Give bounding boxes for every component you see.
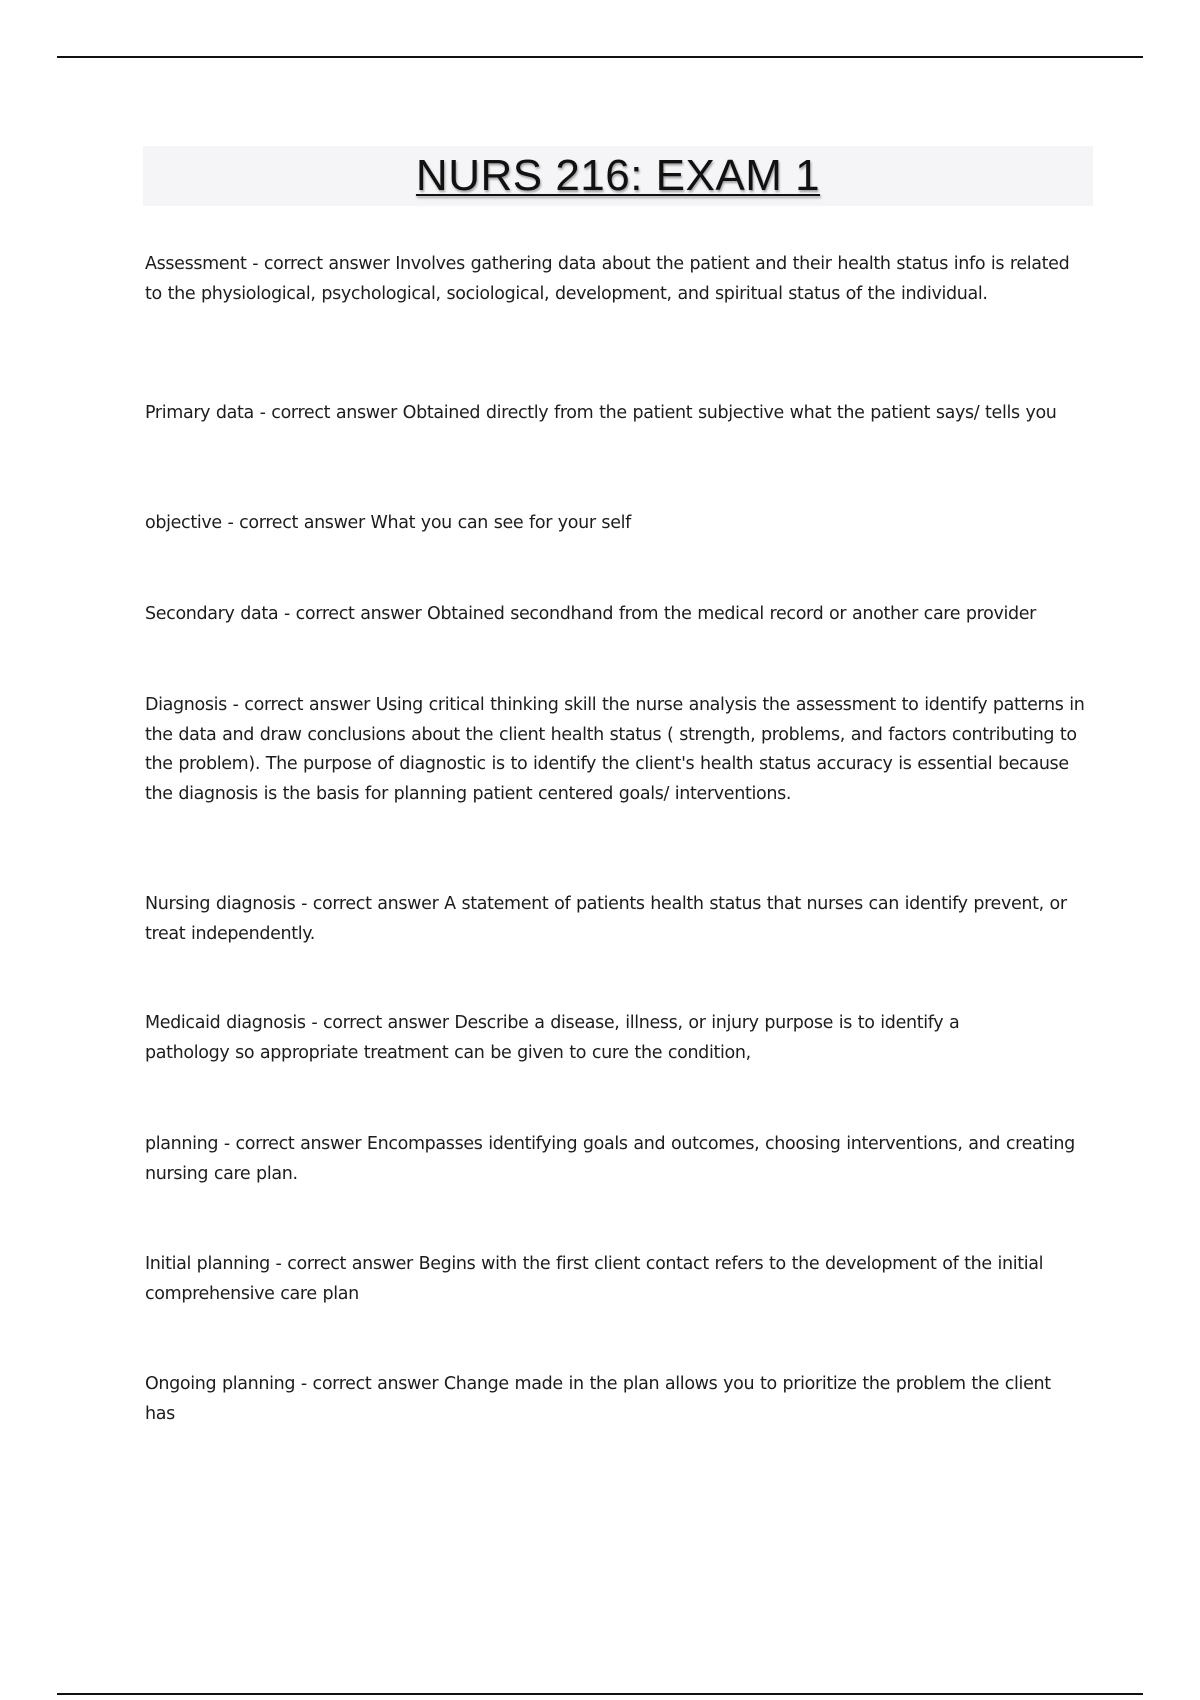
entry-term: Nursing diagnosis xyxy=(145,894,296,914)
flashcard-entry xyxy=(145,1250,1075,1309)
entry-answer: Obtained directly from the patient subjective what the patient says/ tells you xyxy=(402,403,1057,423)
entry-separator: - correct answer xyxy=(295,894,445,914)
entry-answer: Begins with the first client contact refers to the development of the initial comprehensive care plan xyxy=(145,1254,1044,1304)
flashcard-entry xyxy=(145,600,1095,630)
flashcard-entry xyxy=(145,1009,1025,1068)
flashcard-entry xyxy=(145,509,1095,539)
flashcard-entry xyxy=(145,250,1075,309)
entry-separator: - correct answer xyxy=(226,695,376,715)
entry-answer: Encompasses identifying goals and outcomes, choosing interventions, and creating nursing care plan. xyxy=(145,1134,1075,1184)
entry-separator: - correct answer xyxy=(221,513,371,533)
entry-answer: A statement of patients health status that nurses can identify prevent, or treat independently. xyxy=(145,894,1067,944)
entry-term: Medicaid diagnosis xyxy=(145,1013,306,1033)
flashcard-entry xyxy=(145,1130,1075,1189)
entry-term: Ongoing planning xyxy=(145,1374,296,1394)
entry-term: objective xyxy=(145,513,222,533)
entry-separator: - correct answer xyxy=(218,1134,367,1154)
entry-answer: Using critical thinking skill the nurse analysis the assessment to identify patterns in the data and draw conclusions about the client health status ( strength, problems, and factors contributing to the problem). The purpose of diagnostic is to identify the client's health status accuracy is essential because the diagnosis is the basis for planning patient centered goals/ interventions. xyxy=(145,695,1085,804)
flashcard-entry xyxy=(145,890,1095,949)
entry-term: Diagnosis xyxy=(145,695,227,715)
flashcard-entry xyxy=(145,1370,1075,1429)
entry-answer: Involves gathering data about the patient and their health status info is related to the physiological, psychological, sociological, development, and spiritual status of the individual. xyxy=(145,254,1070,304)
entry-term: planning xyxy=(145,1134,219,1154)
entry-separator: - correct answer xyxy=(269,1254,419,1274)
flashcard-entry xyxy=(145,399,1095,429)
bottom-rule xyxy=(57,1693,1143,1695)
entry-term: Assessment xyxy=(145,254,247,274)
entry-separator: - correct answer xyxy=(305,1013,455,1033)
entry-term: Primary data xyxy=(145,403,254,423)
entry-separator: - correct answer xyxy=(278,604,428,624)
title-band xyxy=(143,146,1093,206)
entry-answer: Obtained secondhand from the medical record or another care provider xyxy=(427,604,1037,624)
entry-answer: Change made in the plan allows you to prioritize the problem the client has xyxy=(145,1374,1051,1424)
entry-separator: - correct answer xyxy=(246,254,396,274)
document-title: NURS 216: EXAM 1 xyxy=(415,151,821,200)
entry-answer: Describe a disease, illness, or injury purpose is to identify a pathology so appropriate treatment can be given to cure the condition, xyxy=(145,1013,960,1063)
top-rule xyxy=(57,56,1143,58)
entry-separator: - correct answer xyxy=(253,403,403,423)
entry-separator: - correct answer xyxy=(295,1374,444,1394)
entry-answer: What you can see for your self xyxy=(370,513,631,533)
flashcard-entry xyxy=(145,691,1095,809)
entry-term: Initial planning xyxy=(145,1254,270,1274)
entry-term: Secondary data xyxy=(145,604,279,624)
